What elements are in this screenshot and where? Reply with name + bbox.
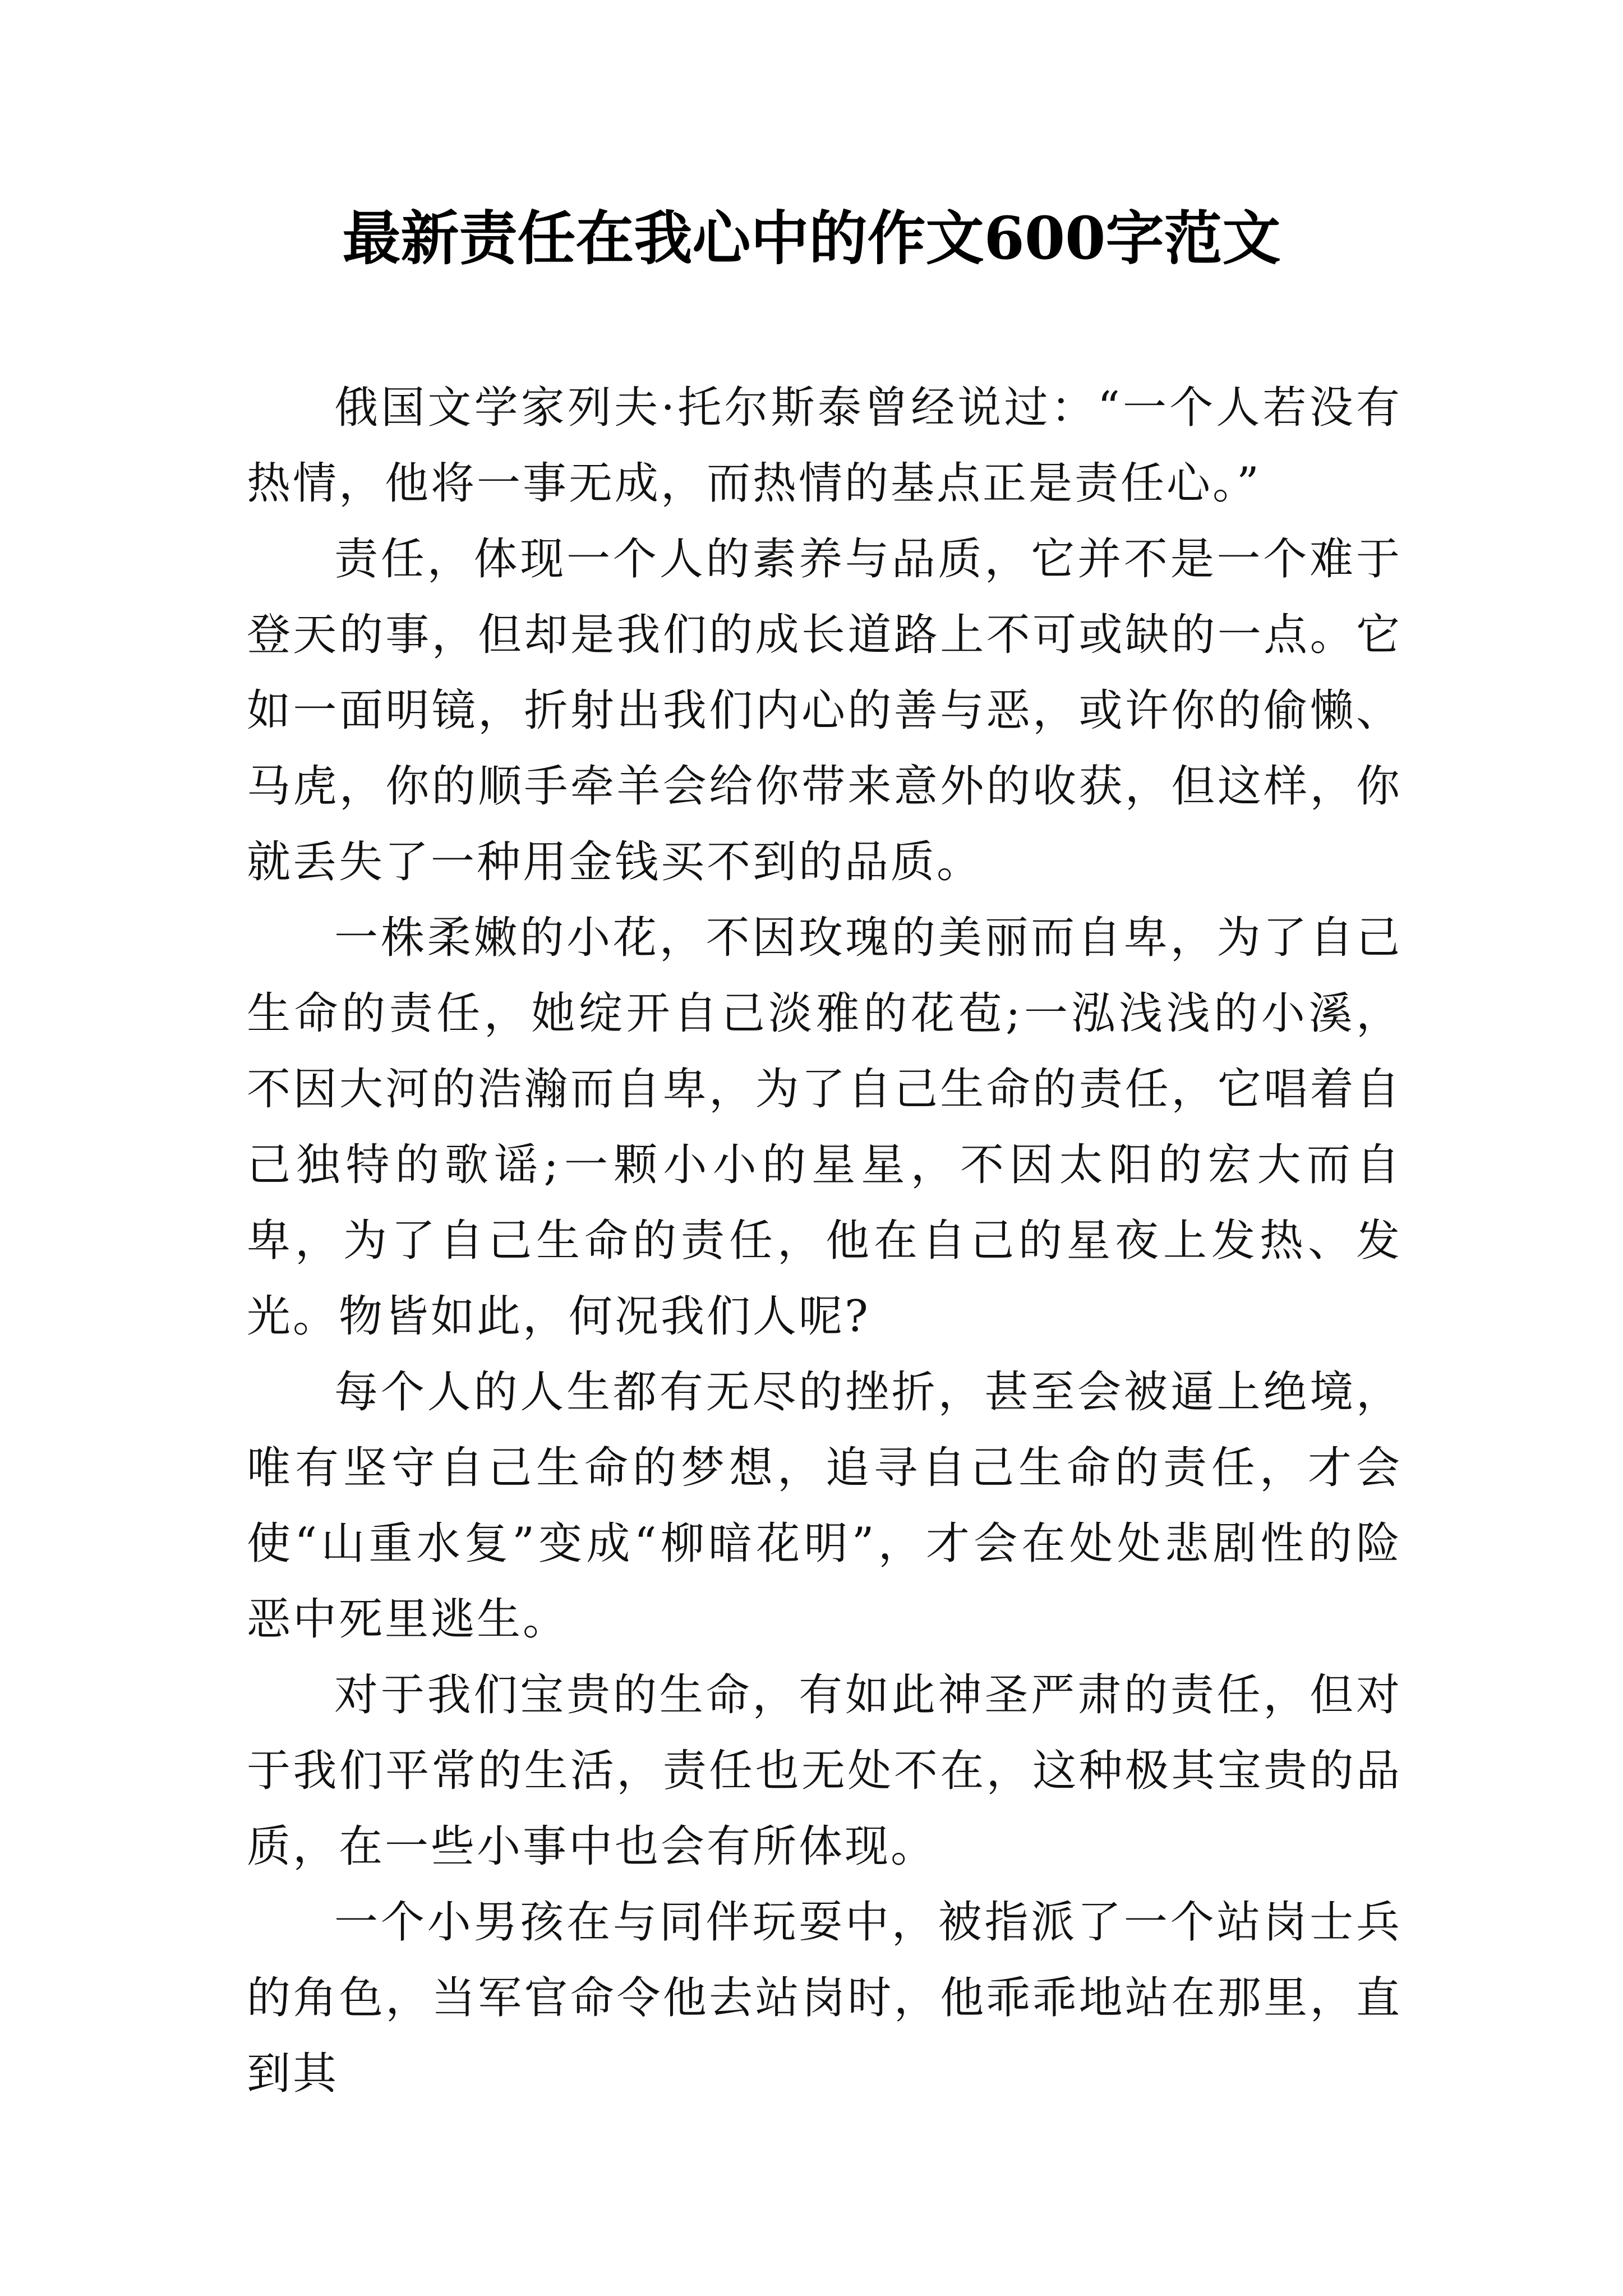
- paragraph: 责任，体现一个人的素养与品质，它并不是一个难于登天的事，但却是我们的成长道路上不可或缺的一点。它如一面明镜，折射出我们内心的善与恶，或许你的偷懒、马虎，你的顺手牵羊会给你带来意外的收获，但这样，你就丢失了一种用金钱买不到的品质。: [247, 534, 1402, 887]
- paragraph: 俄国文学家列夫·托尔斯泰曾经说过：“一个人若没有热情，他将一事无成，而热情的基点正是责任心。”: [247, 383, 1402, 509]
- document-title: 最新责任在我心中的作文600字范文: [342, 204, 1281, 273]
- paragraph: 一个小男孩在与同伴玩耍中，被指派了一个站岗士兵的角色，当军官命令他去站岗时，他乖乖地站在那里，直到其: [247, 1897, 1402, 2099]
- paragraph: 一株柔嫩的小花，不因玫瑰的美丽而自卑，为了自己生命的责任，她绽开自己淡雅的花苞;一泓浅浅的小溪，不因大河的浩瀚而自卑，为了自己生命的责任，它唱着自己独特的歌谣;一颗小小的星星，不因太阳的宏大而自卑，为了自己生命的责任，他在自己的星夜上发热、发光。物皆如此，何况我们人呢?: [247, 913, 1402, 1342]
- paragraph: 对于我们宝贵的生命，有如此神圣严肃的责任，但对于我们平常的生活，责任也无处不在，这种极其宝贵的品质，在一些小事中也会有所体现。: [247, 1670, 1402, 1872]
- paragraph: 每个人的人生都有无尽的挫折，甚至会被逼上绝境，唯有坚守自己生命的梦想，追寻自己生命的责任，才会使“山重水复”变成“柳暗花明”，才会在处处悲剧性的险恶中死里逃生。: [247, 1367, 1402, 1645]
- document-body: [247, 370, 1402, 2112]
